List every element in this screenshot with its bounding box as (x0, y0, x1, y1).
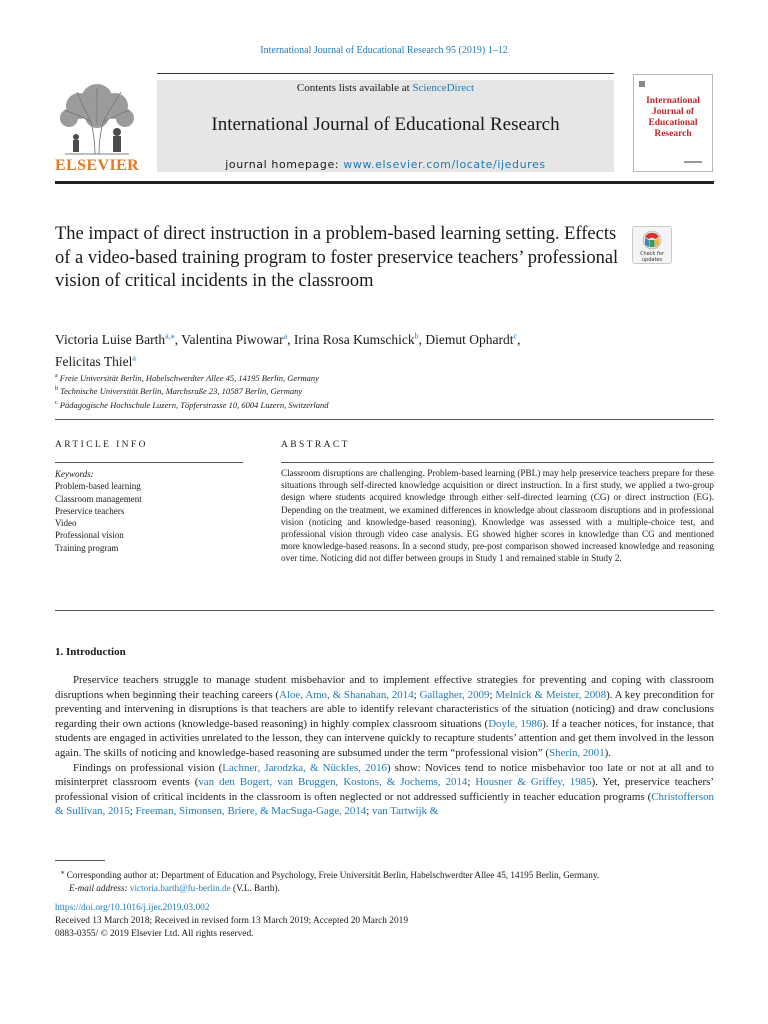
citation-link[interactable]: Gallagher, 2009 (419, 688, 490, 701)
abstract-heading: ABSTRACT (281, 440, 350, 450)
paragraph-text: ; (467, 776, 476, 789)
citation-link[interactable]: Doyle, 1986 (488, 717, 543, 730)
author-separator: , (174, 331, 182, 347)
affiliation-text: Technische Universität Berlin, Marchsraße 23, 10587 Berlin, Germany (60, 386, 303, 397)
introduction-paragraph (55, 761, 714, 819)
homepage-prefix: journal homepage: (225, 158, 344, 171)
citation-link[interactable]: Aloe, Amo, & Shanahan, 2014 (279, 688, 414, 701)
article-info-heading: ARTICLE INFO (55, 440, 148, 450)
author-name[interactable]: Valentina Piwowar (181, 331, 284, 347)
contents-availability (157, 82, 614, 94)
citation-link[interactable]: Christofferson & Sullivan, 2015 (55, 790, 714, 818)
check-for-updates-button[interactable] (632, 226, 672, 264)
introduction-paragraph (55, 673, 714, 761)
email-note (55, 882, 714, 895)
affiliation-mark: a (55, 373, 58, 379)
author-name[interactable]: Victoria Luise Barth (55, 331, 166, 347)
footnotes (55, 866, 714, 894)
corresponding-mark: ⁎ (61, 868, 65, 876)
author-name[interactable]: Diemut Ophardt (425, 331, 514, 347)
paragraph-text: ). Yet, preservice teachers’ professional vision of critical incidents in the classroom is often neglected or not addressed sufficiently in teacher education programs ( (55, 776, 715, 803)
cover-journal-title: International Journal of Educational Research (646, 96, 700, 139)
affiliation (55, 384, 695, 397)
keyword: Classroom management (55, 493, 142, 504)
paragraph-text: Findings on professional vision ( (73, 761, 223, 774)
keyword: Problem-based learning (55, 481, 141, 492)
keywords-block (55, 468, 255, 554)
article-title: The impact of direct instruction in a problem-based learning setting. Effects of a video-based training program to foster preservice teachers’ professional vision of critical incidents in the classroom (55, 224, 619, 291)
abstract-text: Classroom disruptions are challenging. Problem-based learning (PBL) may help preservice teachers prepare for these situations through self-directed knowledge acquisition or direct instruction. In a first study, we applied a two-group design where students acquired knowledge through either self-directed learning (CG) or direct instruction (EG). Depending on the treatment, we examined differences in knowledge about classroom disruptions and in professional vision (noticing and knowledge-based reasoning). Knowledge was assessed with a multiple-choice test, and professional vision through video case analysis. EG showed higher scores in knowledge than CG and mentioned more knowledge-based reasons. In a second study, pre-post comparison showed increased knowledge and reasoning over time. Noticing did not differ between groups in Study 1 and remained stable in Study 2. (281, 468, 714, 564)
author-name[interactable]: Irina Rosa Kumschick (293, 331, 415, 347)
author-affiliation-mark[interactable]: c (513, 331, 518, 340)
affiliation-text: Freie Universität Berlin, Habelschwerdter Allee 45, 14195 Berlin, Germany (59, 372, 319, 383)
author-list (55, 326, 695, 371)
author-affiliation-mark[interactable]: b (414, 331, 419, 340)
header-bottom-rule (55, 181, 714, 184)
introduction-heading: 1. Introduction (55, 646, 126, 658)
section-divider (55, 419, 714, 420)
copyright-line: 0883-0355/ © 2019 Elsevier Ltd. All rights reserved. (55, 928, 254, 939)
publication-info (55, 902, 714, 940)
paragraph-text: ). A key precondition for preventing and intervening in disruptions is that teachers are able to identify relevant characteristics of the situation (noticing) and draw conclusions regarding their own actions (knowledge-based reasoning) in highly complex classroom situations ( (55, 688, 715, 730)
paragraph-text: ; (489, 688, 496, 701)
citation-link[interactable]: Melnick & Meister, 2008 (495, 688, 607, 701)
article-info-rule (55, 462, 243, 463)
author[interactable] (181, 332, 294, 347)
doi-link[interactable]: https://doi.org/10.1016/j.ijer.2019.03.002 (55, 903, 210, 913)
paragraph-text: ). (604, 746, 612, 759)
keyword: Training program (55, 542, 119, 553)
journal-citation-link[interactable]: International Journal of Educational Research 95 (2019) 1–12 (260, 45, 508, 56)
homepage-link[interactable]: www.elsevier.com/locate/ijedures (343, 158, 546, 171)
author-affiliation-mark[interactable]: a,⁎ (165, 331, 175, 340)
author-affiliation-mark[interactable]: a (283, 331, 288, 340)
paragraph-text: ; (366, 805, 373, 818)
paragraph-text: Preservice teachers struggle to manage student misbehavior and to implement effective strategies for preventing and coping with classroom disruptions when beginning their teaching careers ( (55, 674, 714, 701)
author-name[interactable]: Felicitas Thiel (55, 354, 133, 369)
contents-prefix: Contents lists available at (296, 82, 413, 94)
affiliation-text: Pädagogische Hochschule Luzern, Töpferstrasse 10, 6004 Luzern, Switzerland (59, 399, 329, 410)
citation-link[interactable]: Lachner, Jarodzka, & Nückles, 2016 (222, 761, 387, 774)
keywords-label: Keywords: (55, 469, 94, 479)
keyword: Preservice teachers (55, 505, 125, 516)
introduction-body (55, 673, 714, 819)
email-label: E-mail address: (69, 882, 128, 893)
author[interactable] (55, 332, 181, 347)
email-suffix: (V.L. Barth). (230, 882, 280, 893)
corresponding-author-note (55, 866, 714, 882)
corresponding-text: Corresponding author at: Department of Education and Psychology, Freie Universität Berlin, Habelschwerdter Allee 45, 14195 Berlin, Germany. (66, 870, 600, 881)
citation-link[interactable]: Freeman, Simonsen, Briere, & MacSuga-Gage, 2014 (135, 805, 367, 818)
footnote-rule (55, 860, 105, 861)
author[interactable] (294, 332, 425, 347)
email-link[interactable]: victoria.barth@fu-berlin.de (129, 882, 231, 893)
author[interactable] (425, 332, 520, 347)
citation-link[interactable]: Housner & Griffey, 1985 (475, 776, 592, 789)
paragraph-text: ; (413, 688, 420, 701)
citation-link[interactable]: Sherin, 2001 (548, 746, 605, 759)
received-dates: Received 13 March 2018; Received in revised form 13 March 2019; Accepted 20 March 2019 (55, 915, 409, 926)
author-separator: , (517, 331, 521, 347)
author[interactable] (55, 354, 136, 369)
paragraph-text: ; (129, 805, 136, 818)
journal-title: International Journal of Educational Research (211, 114, 560, 135)
abstract-rule (281, 462, 714, 463)
keyword-list (55, 480, 255, 554)
keyword: Professional vision (55, 530, 124, 541)
affiliation (55, 371, 695, 384)
citation-link[interactable]: van Tartwijk & (372, 805, 439, 818)
cover-logo-icon (639, 81, 709, 87)
section-divider (55, 610, 714, 611)
citation-link[interactable]: van den Bogert, van Bruggen, Kostons, & Jochems, 2014 (198, 776, 468, 789)
header-top-rule (157, 73, 614, 74)
badge-text-line1: Check for (640, 251, 664, 257)
affiliation-mark: b (55, 386, 58, 393)
keyword: Video (55, 518, 77, 529)
elsevier-wordmark: ELSEVIER (55, 157, 140, 174)
journal-homepage (157, 158, 614, 171)
paragraph-text: ). If a teacher notices, for instance, that students are engaged in activities unrelated to the lesson, they can intervene quickly to recapture students’ attention and get them involved in the lesson again. The skills of noticing and knowledge-based reasoning are subsumed under the term “professional vision” ( (55, 717, 715, 759)
sciencedirect-link[interactable]: ScienceDirect (412, 82, 475, 94)
affiliation-list (55, 371, 695, 411)
badge-text-line2: updates (641, 257, 663, 263)
author-affiliation-mark[interactable]: a (132, 353, 136, 363)
author-separator: , (287, 331, 294, 347)
affiliation-mark: c (55, 399, 58, 406)
affiliation (55, 398, 695, 411)
journal-cover-thumbnail[interactable] (633, 74, 713, 172)
author-separator: , (418, 331, 426, 347)
paragraph-text: ) show: Novices tend to notice misbehavior too late or not at all and to misinterpret classroom events ( (55, 761, 714, 789)
cover-divider (684, 161, 702, 163)
